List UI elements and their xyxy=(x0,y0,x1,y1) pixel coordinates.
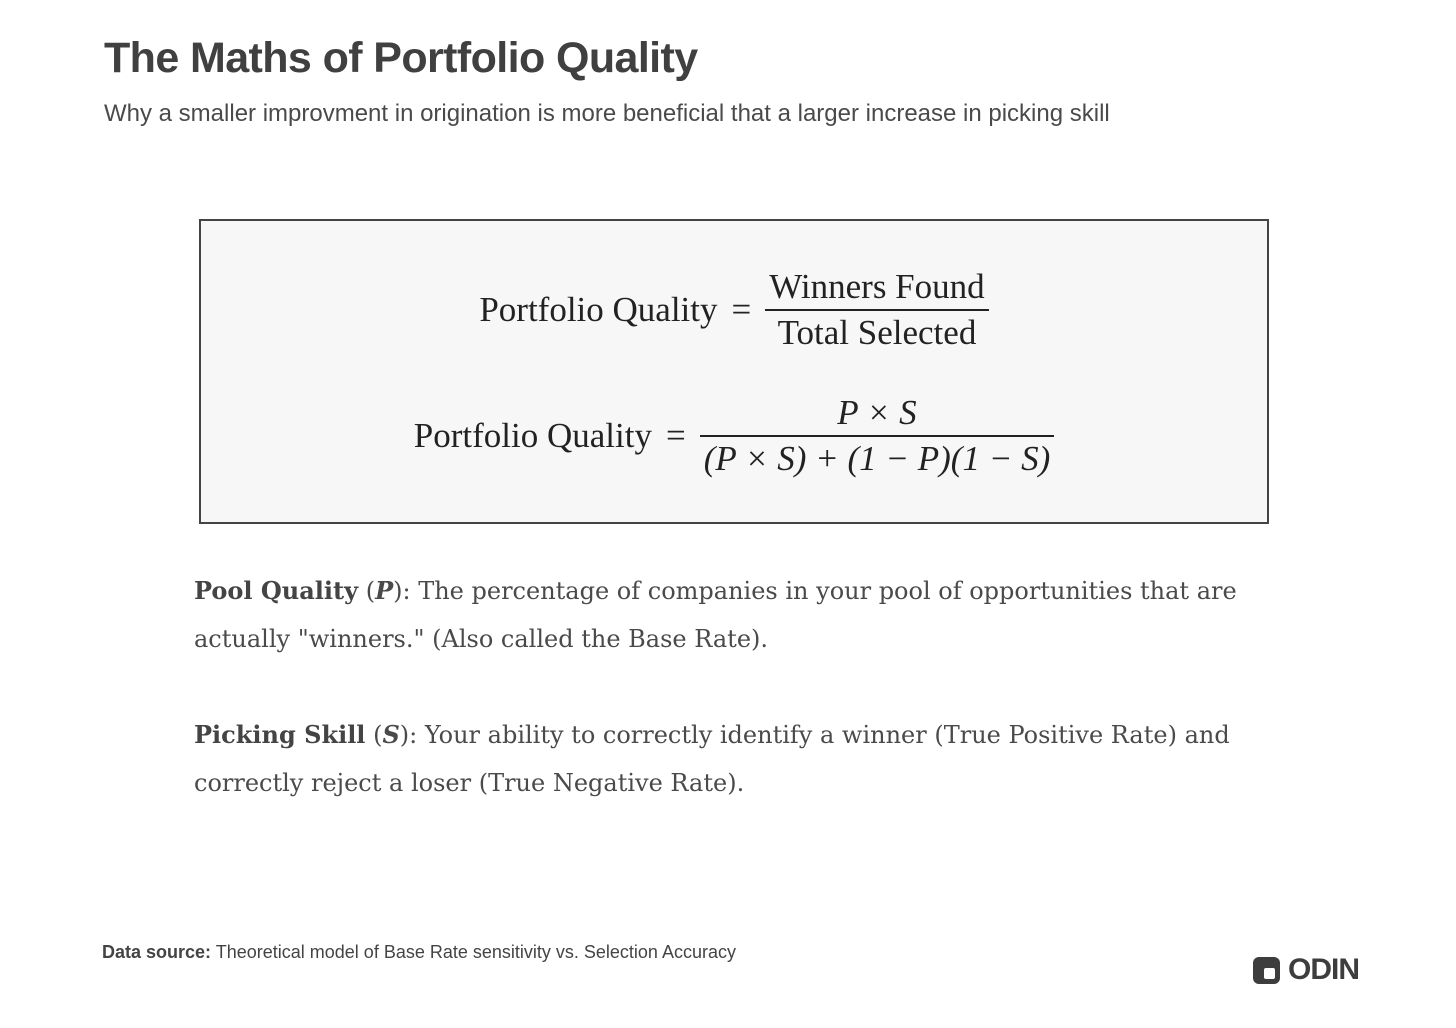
formula-1-denominator: Total Selected xyxy=(777,312,977,352)
formula-2-denominator: (P × S) + (1 − P)(1 − S) xyxy=(703,438,1051,478)
formula-1-lhs: Portfolio Quality xyxy=(479,289,718,329)
formula-1 xyxy=(201,265,1267,355)
definition-term: Picking Skill xyxy=(194,720,366,749)
formula-1-equals: = xyxy=(731,289,752,329)
definition-symbol-wrap: (P): xyxy=(365,576,411,605)
definition-symbol: S xyxy=(382,720,400,749)
formula-box xyxy=(199,219,1269,524)
page-title: The Maths of Portfolio Quality xyxy=(104,34,698,82)
odin-logo-icon xyxy=(1253,957,1280,984)
definition-symbol: P xyxy=(375,576,394,605)
logo-text: ODIN xyxy=(1288,953,1359,986)
formula-2 xyxy=(201,391,1267,481)
formula-1-fraction xyxy=(765,265,988,355)
definition-term: Pool Quality xyxy=(194,576,359,605)
definition-text: Your ability to correctly identify a winner (True Positive Rate) and correctly reject a loser (True Negative Rate). xyxy=(194,721,1230,797)
formula-2-lhs: Portfolio Quality xyxy=(413,415,652,455)
page-subtitle: Why a smaller improvment in origination is more beneficial that a larger increase in picking skill xyxy=(104,100,1110,127)
formula-2-numerator: P × S xyxy=(837,393,917,432)
data-source-label: Data source: xyxy=(102,942,212,962)
definition-pool-quality xyxy=(194,567,1304,663)
formula-2-equals: = xyxy=(665,415,686,455)
formula-2-fraction xyxy=(700,391,1055,481)
definition-text: The percentage of companies in your pool of opportunities that are actually "winners." (Also called the Base Rate). xyxy=(194,577,1237,653)
data-source-text: Theoretical model of Base Rate sensitivity vs. Selection Accuracy xyxy=(215,942,736,962)
definition-symbol-wrap: (S): xyxy=(373,720,418,749)
definition-picking-skill xyxy=(194,711,1304,807)
formula-1-numerator: Winners Found xyxy=(769,267,985,306)
odin-logo xyxy=(1253,953,1359,987)
data-source-note xyxy=(102,942,736,963)
